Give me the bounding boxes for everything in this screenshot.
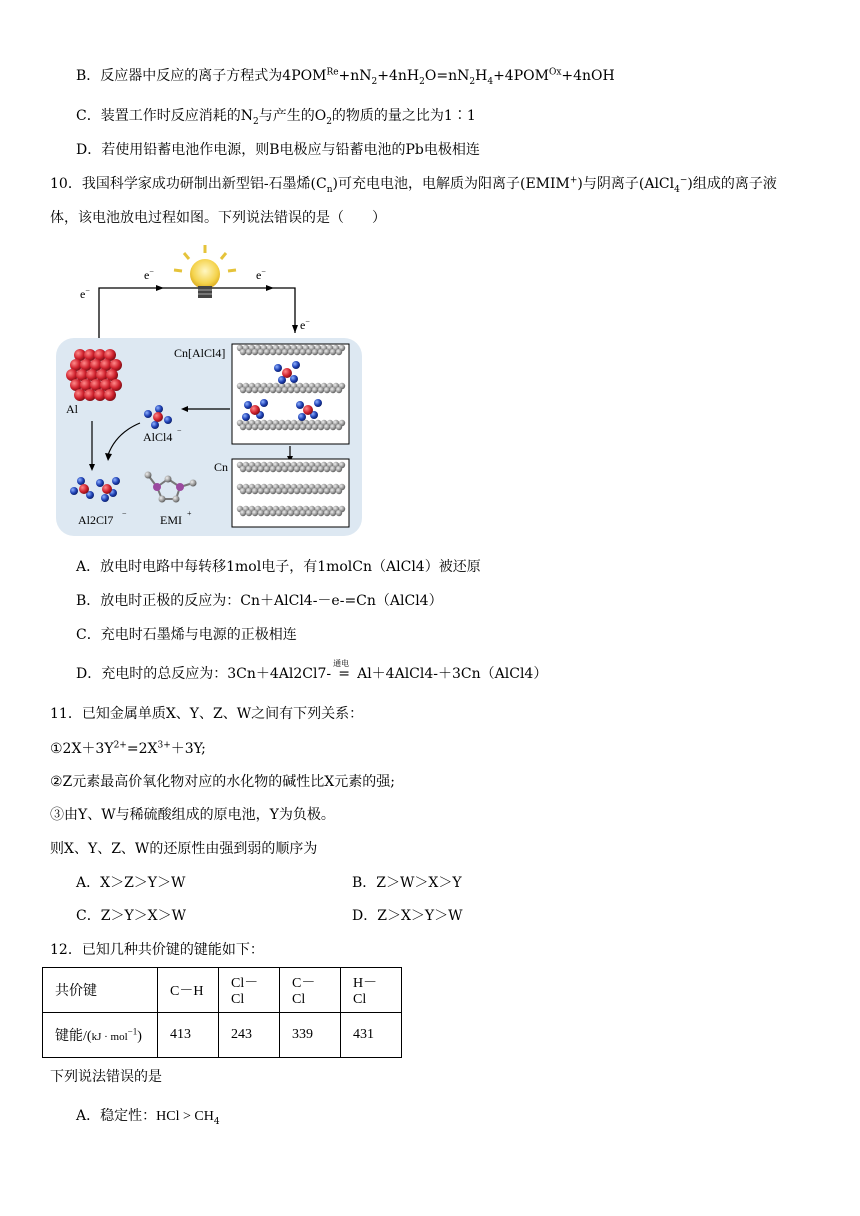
- q11-question: 则X、Y、Z、W的还原性由强到弱的顺序为: [50, 841, 318, 857]
- q9-option-b: B．反应器中反应的离子方程式为$4POM^{Re}+nN_2+4nH_2O=nN_2H_4+4POM^{Ox}+4nOH$: [76, 67, 615, 87]
- al-label: Al: [66, 402, 78, 416]
- q10-stem-line1: 10．我国科学家成功研制出新型铝-石墨烯$(C_n)$可充电电池，电解质为阳离子(EMIM+)与阴离子(AlCl$_4$−)组成的离子液: [50, 175, 777, 195]
- table-header-cell: Cl－Cl: [219, 968, 280, 1013]
- q11-option-d: D．Z＞X＞Y＞W: [352, 908, 463, 924]
- electron-label-4: e−: [300, 317, 310, 332]
- table-cell: 431: [341, 1013, 402, 1058]
- aluminum-electrode: [66, 349, 122, 401]
- electron-label-3: e−: [256, 267, 266, 282]
- q10-option-b: B．放电时正极的反应为：Cn＋AlCl4-－e-=Cn（AlCl4）: [76, 593, 443, 609]
- q11-option-b: B．Z＞W＞X＞Y: [352, 875, 462, 891]
- battery-discharge-diagram: [56, 243, 364, 538]
- q11-option-c: C．Z＞Y＞X＞W: [76, 908, 187, 924]
- electron-label-1: e−: [80, 286, 90, 301]
- external-circuit: [99, 288, 295, 338]
- table-row: [43, 1013, 402, 1058]
- table-row-label: 键能/(kJ · mol$^{-1}$): [43, 1013, 158, 1058]
- bond-energy-table: [42, 967, 402, 1058]
- q11-option-a: A．X＞Z＞Y＞W: [76, 875, 186, 891]
- electron-label-2: e−: [144, 267, 154, 282]
- cn-label: Cn: [214, 460, 229, 474]
- q9-option-d: D．若使用铅蓄电池作电源，则B电极应与铅蓄电池的Pb电极相连: [76, 142, 480, 158]
- table-header-cell: H－Cl: [341, 968, 402, 1013]
- emi-label: EMI: [160, 513, 182, 527]
- svg-text:−: −: [122, 509, 127, 518]
- alcl4-label: AlCl4: [143, 430, 173, 444]
- table-cell: 243: [219, 1013, 280, 1058]
- table-header-row: [43, 968, 402, 1013]
- q10-option-a: A．放电时电路中每转移1mol电子，有1molCn（AlCl4）被还原: [76, 559, 481, 575]
- svg-text:−: −: [177, 426, 182, 435]
- q11-stem: 11．已知金属单质X、Y、Z、W之间有下列关系：: [50, 706, 364, 722]
- q9-option-c: C．装置工作时反应消耗的$N_2$与产生的$O_2$的物质的量之比为1∶1: [76, 108, 476, 127]
- q10-option-c: C．充电时石墨烯与电源的正极相连: [76, 627, 297, 643]
- q11-condition-1: $①2X+3Y^{2+}=2X^{3+}+3Y$;: [50, 740, 206, 757]
- light-bulb-icon: [174, 245, 236, 298]
- table-cell: 413: [158, 1013, 219, 1058]
- q12-question: 下列说法错误的是: [50, 1069, 162, 1085]
- q10-option-d: D．充电时的总反应为：3Cn＋4Al2Cl7- 通电 = Al＋4AlCl4-＋3Cn（AlCl4）: [76, 659, 548, 682]
- q12-stem: 12．已知几种共价键的键能如下：: [50, 942, 264, 958]
- table-cell: 339: [280, 1013, 341, 1058]
- q11-condition-3: ③由Y、W与稀硫酸组成的原电池，Y为负极。: [50, 807, 335, 823]
- svg-text:+: +: [187, 509, 192, 518]
- cn-alcl4-label: Cn[AlCl4]: [174, 346, 226, 360]
- table-header-cell: 共价键: [43, 968, 158, 1013]
- table-header-cell: C－Cl: [280, 968, 341, 1013]
- q12-option-a: A．稳定性：HCl > $CH_4$: [76, 1108, 220, 1127]
- table-header-cell: C－H: [158, 968, 219, 1013]
- al2cl7-label: Al2Cl7: [78, 513, 114, 527]
- q11-condition-2: ②Z元素最高价氧化物对应的水化物的碱性比X元素的强;: [50, 774, 395, 790]
- q10-stem-line2: 体，该电池放电过程如图。下列说法错误的是（ ）: [50, 210, 386, 226]
